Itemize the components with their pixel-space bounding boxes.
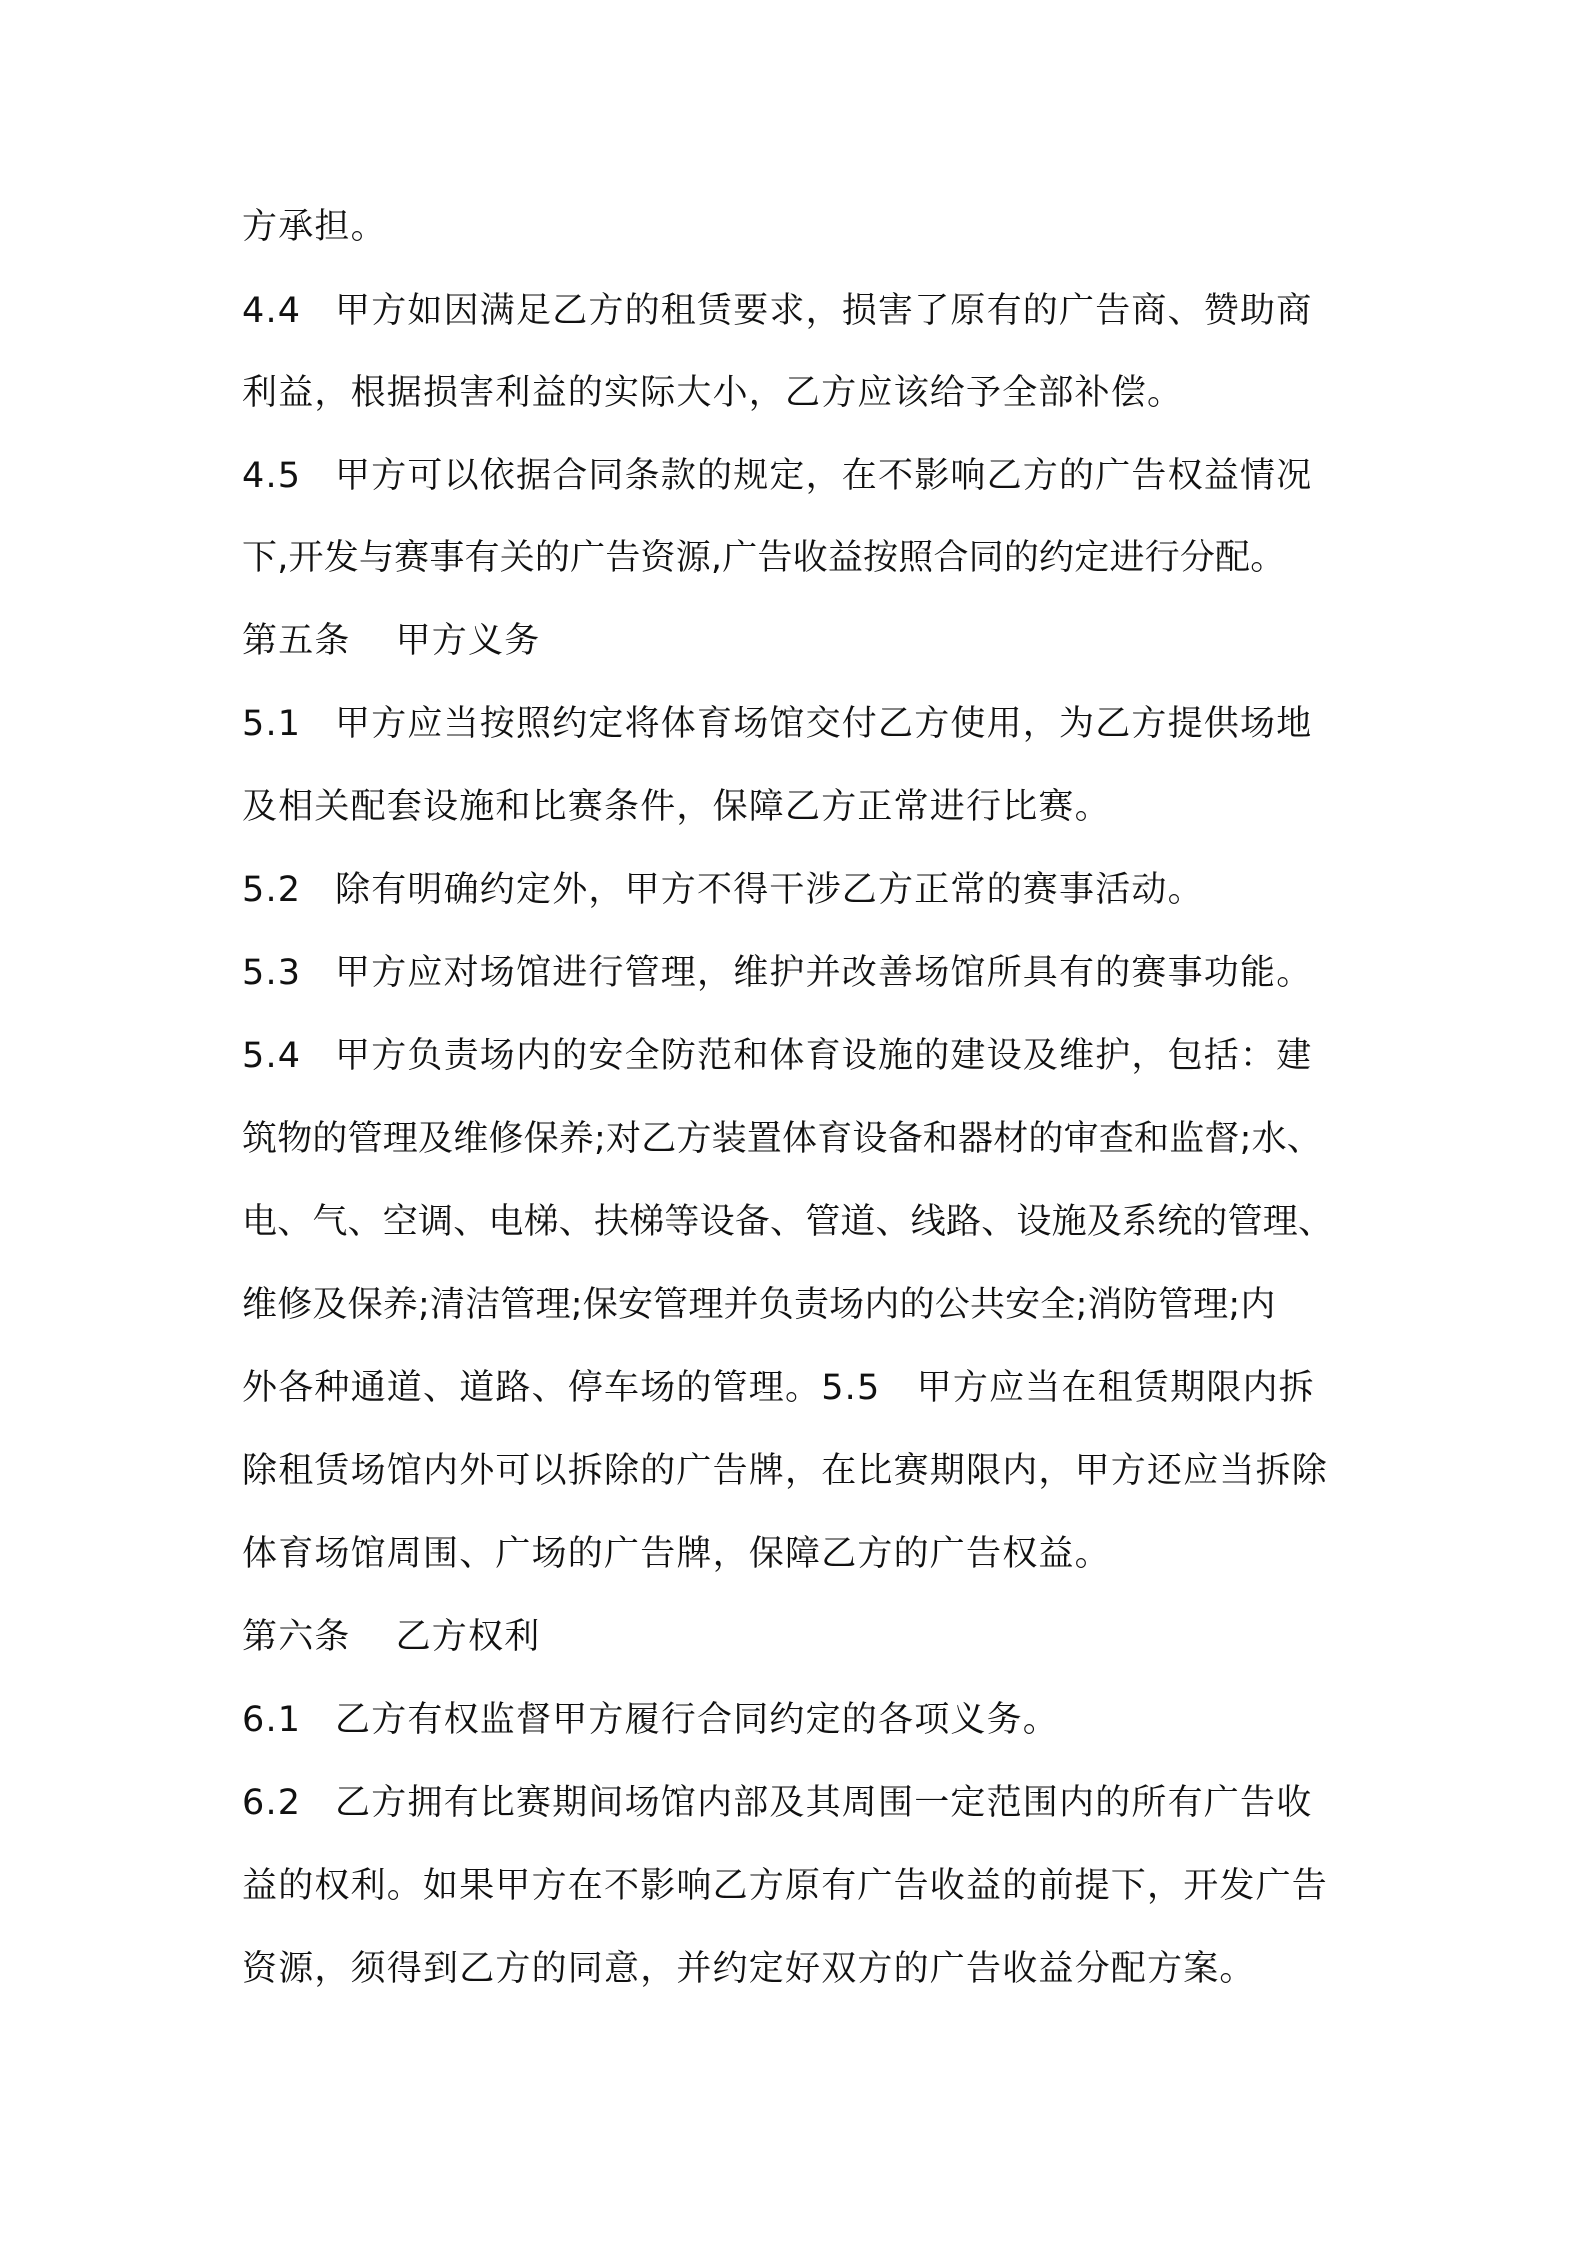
line-text: 及相关配套设施和比赛条件，保障乙方正常进行比赛。 [242, 787, 1111, 827]
text-line [242, 1939, 1256, 1999]
line-text: 体育场馆周围、广场的广告牌，保障乙方的广告权益。 [242, 1534, 1111, 1574]
heading-label: 第五条 [242, 621, 351, 661]
line-text: 外各种通道、道路、停车场的管理。5.5 甲方应当在租赁期限内拆 [242, 1368, 1315, 1408]
clause-number: 4.4 [242, 291, 302, 331]
clause-5-2 [242, 860, 1204, 920]
heading-label: 第六条 [242, 1617, 351, 1657]
text-line [242, 197, 387, 257]
heading-title: 乙方权利 [395, 1617, 541, 1657]
clause-6-1 [242, 1690, 1059, 1750]
clause-number: 6.2 [242, 1783, 302, 1823]
section-heading-5 [242, 611, 540, 671]
clause-4-5 [242, 446, 1312, 506]
line-text: 乙方拥有比赛期间场馆内部及其周围一定范围内的所有广告收 [335, 1783, 1313, 1823]
section-heading-6 [242, 1607, 540, 1667]
clause-number: 5.3 [242, 953, 302, 993]
line-text: 方承担。 [242, 207, 387, 247]
line-text: 乙方有权监督甲方履行合同约定的各项义务。 [335, 1700, 1060, 1740]
text-line [242, 777, 1111, 837]
clause-number: 5.4 [242, 1036, 302, 1076]
text-line [242, 1856, 1328, 1916]
line-text: 利益，根据损害利益的实际大小，乙方应该给予全部补偿。 [242, 373, 1184, 413]
line-text: 电、气、空调、电梯、扶梯等设备、管道、线路、设施及系统的管理、 [242, 1202, 1334, 1242]
line-text: 甲方可以依据合同条款的规定，在不影响乙方的广告权益情况 [335, 456, 1313, 496]
text-line [242, 1524, 1111, 1584]
line-text: 除有明确约定外，甲方不得干涉乙方正常的赛事活动。 [335, 870, 1204, 910]
line-text: 甲方如因满足乙方的租赁要求，损害了原有的广告商、赞助商 [335, 291, 1313, 331]
clause-number: 5.1 [242, 704, 302, 744]
clause-4-4 [242, 281, 1312, 341]
clause-5-3 [242, 943, 1312, 1003]
text-line [242, 1275, 1276, 1335]
text-line [242, 1441, 1328, 1501]
line-text: 筑物的管理及维修保养;对乙方装置体育设备和器材的审查和监督;水、 [242, 1119, 1322, 1159]
line-text: 除租赁场馆内外可以拆除的广告牌，在比赛期限内，甲方还应当拆除 [242, 1451, 1329, 1491]
heading-title: 甲方义务 [395, 621, 541, 661]
text-line [242, 363, 1183, 423]
text-line [242, 1109, 1322, 1169]
line-text: 甲方负责场内的安全防范和体育设施的建设及维护，包括：建 [335, 1036, 1313, 1076]
text-line [242, 528, 1285, 588]
clause-5-4 [242, 1026, 1312, 1086]
clause-number: 6.1 [242, 1700, 302, 1740]
line-text: 资源，须得到乙方的同意，并约定好双方的广告收益分配方案。 [242, 1949, 1256, 1989]
line-text: 维修及保养;清洁管理;保安管理并负责场内的公共安全;消防管理;内 [242, 1285, 1276, 1325]
line-text: 甲方应对场馆进行管理，维护并改善场馆所具有的赛事功能。 [335, 953, 1313, 993]
clause-number: 4.5 [242, 456, 302, 496]
line-text: 下,开发与赛事有关的广告资源,广告收益按照合同的约定进行分配。 [242, 538, 1286, 578]
line-text: 甲方应当按照约定将体育场馆交付乙方使用，为乙方提供场地 [335, 704, 1313, 744]
text-line [242, 1358, 1315, 1418]
text-line [242, 1192, 1333, 1252]
line-text: 益的权利。如果甲方在不影响乙方原有广告收益的前提下，开发广告 [242, 1866, 1329, 1906]
clause-6-2 [242, 1773, 1312, 1833]
clause-number: 5.2 [242, 870, 302, 910]
clause-5-1 [242, 694, 1312, 754]
